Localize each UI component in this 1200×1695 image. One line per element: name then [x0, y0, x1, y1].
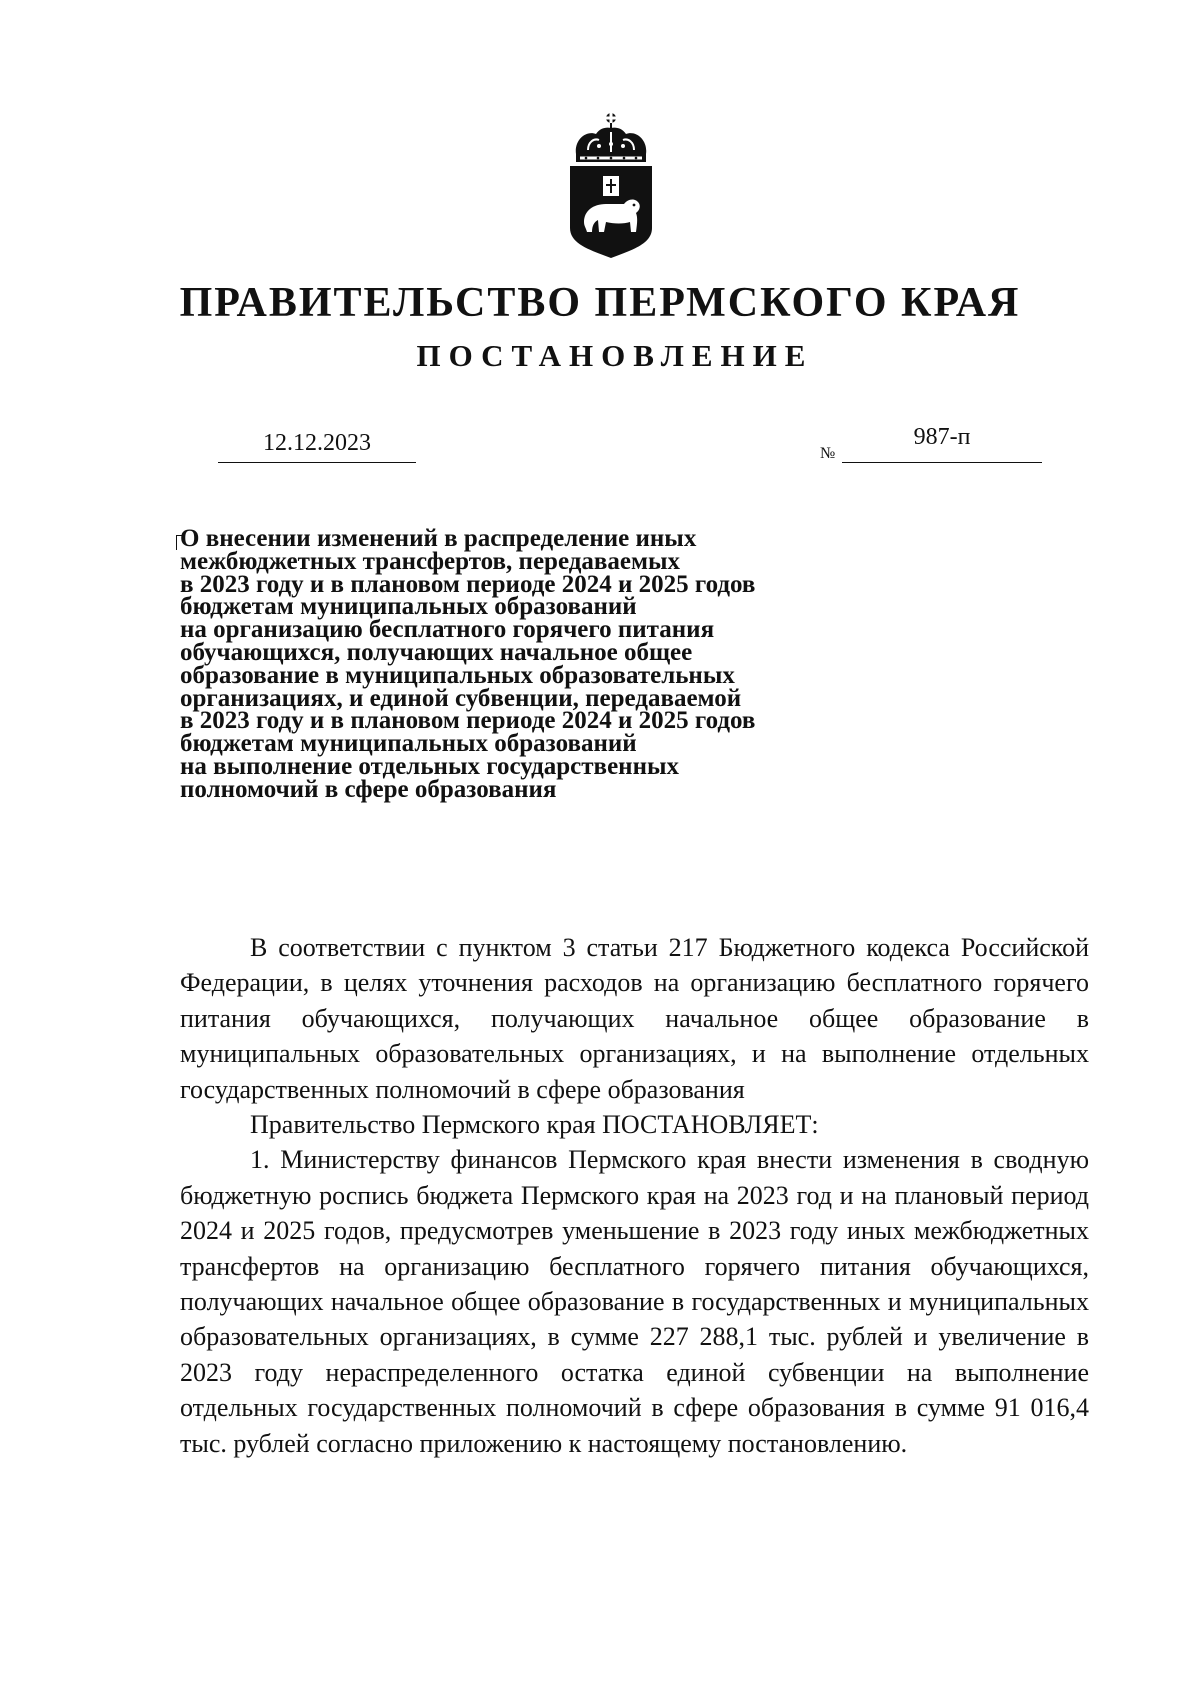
- document-type: ПОСТАНОВЛЕНИЕ: [416, 338, 814, 373]
- document-number: 987-п: [842, 424, 1042, 463]
- subject-line: в 2023 году и в плановом периоде 2024 и 2025 годов: [180, 570, 756, 598]
- subject-line: обучающихся, получающих начальное общее: [180, 638, 693, 666]
- subject-line: полномочий в сфере образования: [180, 775, 557, 803]
- subject-line: в 2023 году и в плановом периоде 2024 и 2025 годов: [180, 707, 756, 735]
- item-1-paragraph: 1. Министерству финансов Пермского края внести изменения в сводную бюджетную роспись бюджета Пермского края на 2023 год и на плановый период 2024 и 2025 годов, предусмотрев уменьшение в 2023 году иных межбюджетных трансфертов на организацию бесплатного горячего питания обучающихся, получающих начальное общее образование в государственных и муниципальных образовательных организациях, в сумме 227 288,1 тыс. рублей и увеличение в 2023 году нераспределенного остатка единой субвенции на выполнение отдельных государственных полномочий в сфере образования в сумме 91 016,4 тыс. рублей согласно приложению к настоящему постановлению.: [180, 1145, 1089, 1458]
- subject-line: на организацию бесплатного горячего питания: [180, 616, 715, 644]
- coat-of-arms-icon: [566, 110, 656, 260]
- subject-line: бюджетам муниципальных образований: [180, 730, 637, 758]
- document-subject: [180, 525, 880, 803]
- preamble-paragraph: В соответствии с пунктом 3 статьи 217 Бюджетного кодекса Российской Федерации, в целях уточнения расходов на организацию бесплатного горячего питания обучающихся, получающих начальное общее образование в муниципальных образовательных организациях, и на выполнение отдельных государственных полномочий в сфере образования: [180, 933, 1089, 1104]
- document-body: [180, 930, 1089, 1461]
- resolution-paragraph: Правительство Пермского края ПОСТАНОВЛЯЕТ:: [250, 1110, 819, 1140]
- subject-line: на выполнение отдельных государственных: [180, 752, 679, 780]
- subject-line: организациях, и единой субвенции, передаваемой: [180, 684, 742, 712]
- document-date: 12.12.2023: [218, 425, 416, 463]
- subject-line: бюджетам муниципальных образований: [180, 593, 637, 621]
- government-title: ПРАВИТЕЛЬСТВО ПЕРМСКОГО КРАЯ: [179, 280, 1021, 326]
- subject-line: образование в муниципальных образовательных: [180, 661, 735, 689]
- number-label: №: [820, 445, 836, 462]
- subject-line: межбюджетных трансфертов, передаваемых: [180, 547, 681, 575]
- subject-line: О внесении изменений в распределение иных: [180, 525, 697, 552]
